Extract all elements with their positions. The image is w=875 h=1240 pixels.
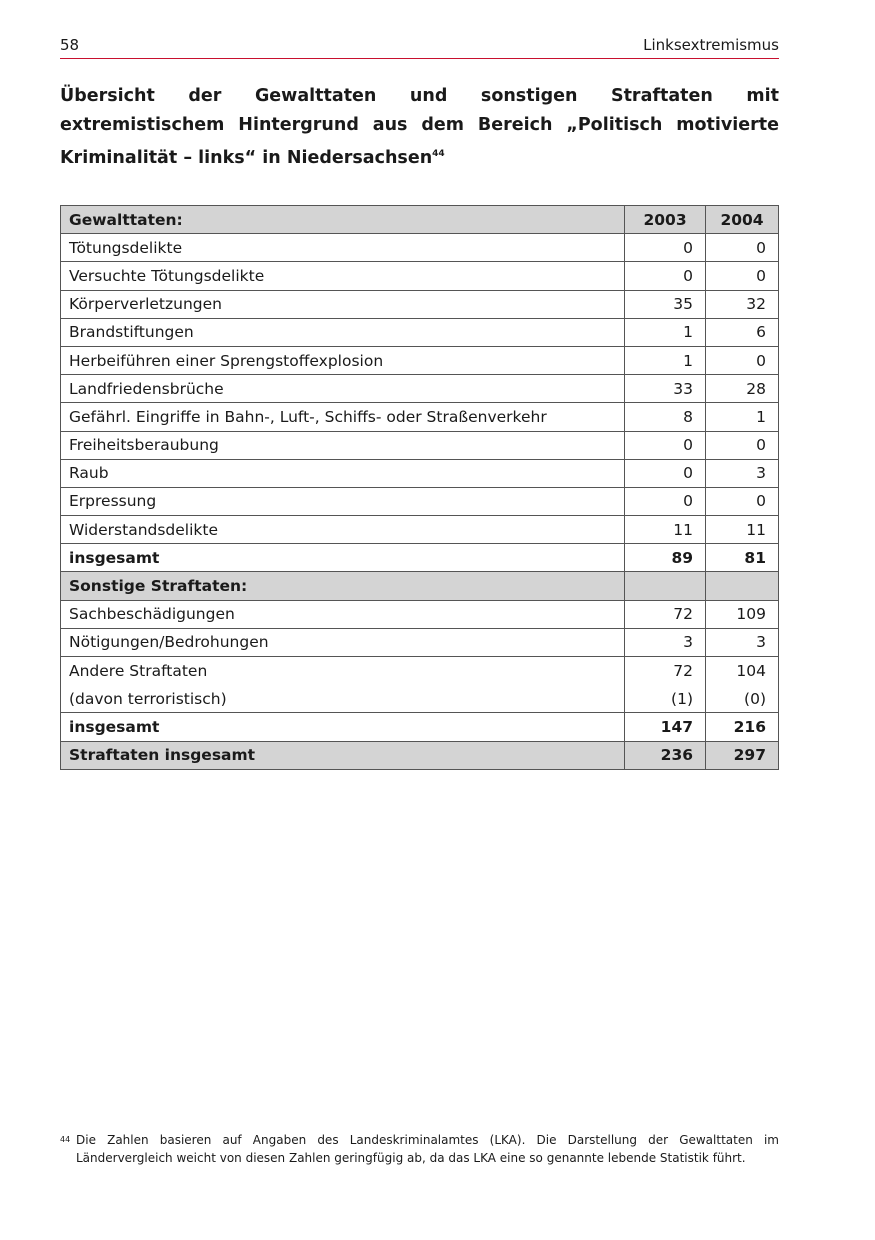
other-crimes-header: Sonstige Straftaten: bbox=[61, 572, 625, 600]
value-2004: 0 bbox=[706, 262, 779, 290]
footnote-number: 44 bbox=[60, 1135, 71, 1144]
table-row bbox=[61, 685, 779, 713]
violent-total-row bbox=[61, 544, 779, 572]
value-2003: 72 bbox=[625, 657, 706, 685]
footnote-text: Die Zahlen basieren auf Angaben des Landeskriminalamtes (LKA). Die Darstellung der Gewalttaten im Ländervergleich weicht von diesen Zahlen geringfügig ab, da das LKA eine so genannte lebende Statistik führt. bbox=[76, 1133, 779, 1165]
title-footnote-ref: 44 bbox=[432, 149, 445, 159]
value-2003: 0 bbox=[625, 431, 706, 459]
crime-statistics-table bbox=[60, 205, 779, 770]
other-total-row bbox=[61, 713, 779, 741]
value-2004: 0 bbox=[706, 487, 779, 515]
value-2003: 35 bbox=[625, 290, 706, 318]
value-2003: 11 bbox=[625, 516, 706, 544]
value-2004: 6 bbox=[706, 318, 779, 346]
total-label: insgesamt bbox=[61, 544, 625, 572]
empty-cell bbox=[706, 572, 779, 600]
year-2004-header: 2004 bbox=[706, 206, 779, 234]
table-row bbox=[61, 262, 779, 290]
footnote bbox=[60, 1131, 779, 1167]
table-row bbox=[61, 403, 779, 431]
value-2003: 0 bbox=[625, 459, 706, 487]
table-row bbox=[61, 600, 779, 628]
table-row bbox=[61, 431, 779, 459]
page-header bbox=[60, 36, 779, 59]
table-row bbox=[61, 459, 779, 487]
page-number: 58 bbox=[60, 36, 80, 54]
row-label: Erpressung bbox=[61, 487, 625, 515]
value-2004: 11 bbox=[706, 516, 779, 544]
value-2004: 0 bbox=[706, 234, 779, 262]
table-row bbox=[61, 628, 779, 656]
violent-crimes-header-row bbox=[61, 206, 779, 234]
value-2003: (1) bbox=[625, 685, 706, 713]
total-2003: 89 bbox=[625, 544, 706, 572]
value-2004: (0) bbox=[706, 685, 779, 713]
value-2004: 28 bbox=[706, 375, 779, 403]
table-row bbox=[61, 375, 779, 403]
value-2003: 0 bbox=[625, 234, 706, 262]
value-2003: 72 bbox=[625, 600, 706, 628]
value-2004: 0 bbox=[706, 431, 779, 459]
value-2004: 104 bbox=[706, 657, 779, 685]
value-2003: 8 bbox=[625, 403, 706, 431]
violent-crimes-header: Gewalttaten: bbox=[61, 206, 625, 234]
row-label: Andere Straftaten bbox=[61, 657, 625, 685]
row-label: Herbeiführen einer Sprengstoffexplosion bbox=[61, 346, 625, 374]
total-2004: 216 bbox=[706, 713, 779, 741]
row-label: Brandstiftungen bbox=[61, 318, 625, 346]
row-label: Tötungsdelikte bbox=[61, 234, 625, 262]
row-label: Nötigungen/Bedrohungen bbox=[61, 628, 625, 656]
value-2003: 0 bbox=[625, 487, 706, 515]
year-2003-header: 2003 bbox=[625, 206, 706, 234]
row-label: Sachbeschädigungen bbox=[61, 600, 625, 628]
value-2003: 3 bbox=[625, 628, 706, 656]
total-2003: 147 bbox=[625, 713, 706, 741]
row-label: Freiheitsberaubung bbox=[61, 431, 625, 459]
table-row bbox=[61, 657, 779, 685]
grand-total-2004: 297 bbox=[706, 741, 779, 769]
row-label: Raub bbox=[61, 459, 625, 487]
row-label: Versuchte Tötungsdelikte bbox=[61, 262, 625, 290]
total-label: insgesamt bbox=[61, 713, 625, 741]
value-2004: 32 bbox=[706, 290, 779, 318]
table-row bbox=[61, 346, 779, 374]
table-row bbox=[61, 290, 779, 318]
page-title bbox=[60, 82, 779, 173]
grand-total-label: Straftaten insgesamt bbox=[61, 741, 625, 769]
table-row bbox=[61, 318, 779, 346]
total-2004: 81 bbox=[706, 544, 779, 572]
value-2004: 109 bbox=[706, 600, 779, 628]
value-2003: 1 bbox=[625, 346, 706, 374]
row-label: Landfriedensbrüche bbox=[61, 375, 625, 403]
value-2004: 3 bbox=[706, 459, 779, 487]
row-label: Körperverletzungen bbox=[61, 290, 625, 318]
title-text: Übersicht der Gewalttaten und sonstigen Straftaten mit extremistischem Hintergrund aus dem Bereich „Politisch motivierte Kriminalität – links“ in Niedersachsen bbox=[60, 86, 779, 168]
running-title: Linksextremismus bbox=[643, 36, 779, 54]
table-row bbox=[61, 234, 779, 262]
row-label: (davon terroristisch) bbox=[61, 685, 625, 713]
value-2003: 33 bbox=[625, 375, 706, 403]
value-2003: 1 bbox=[625, 318, 706, 346]
table-row bbox=[61, 516, 779, 544]
grand-total-row bbox=[61, 741, 779, 769]
value-2003: 0 bbox=[625, 262, 706, 290]
empty-cell bbox=[625, 572, 706, 600]
value-2004: 1 bbox=[706, 403, 779, 431]
value-2004: 0 bbox=[706, 346, 779, 374]
row-label: Widerstandsdelikte bbox=[61, 516, 625, 544]
value-2004: 3 bbox=[706, 628, 779, 656]
row-label: Gefährl. Eingriffe in Bahn-, Luft-, Schiffs- oder Straßenverkehr bbox=[61, 403, 625, 431]
grand-total-2003: 236 bbox=[625, 741, 706, 769]
other-crimes-header-row bbox=[61, 572, 779, 600]
table-row bbox=[61, 487, 779, 515]
